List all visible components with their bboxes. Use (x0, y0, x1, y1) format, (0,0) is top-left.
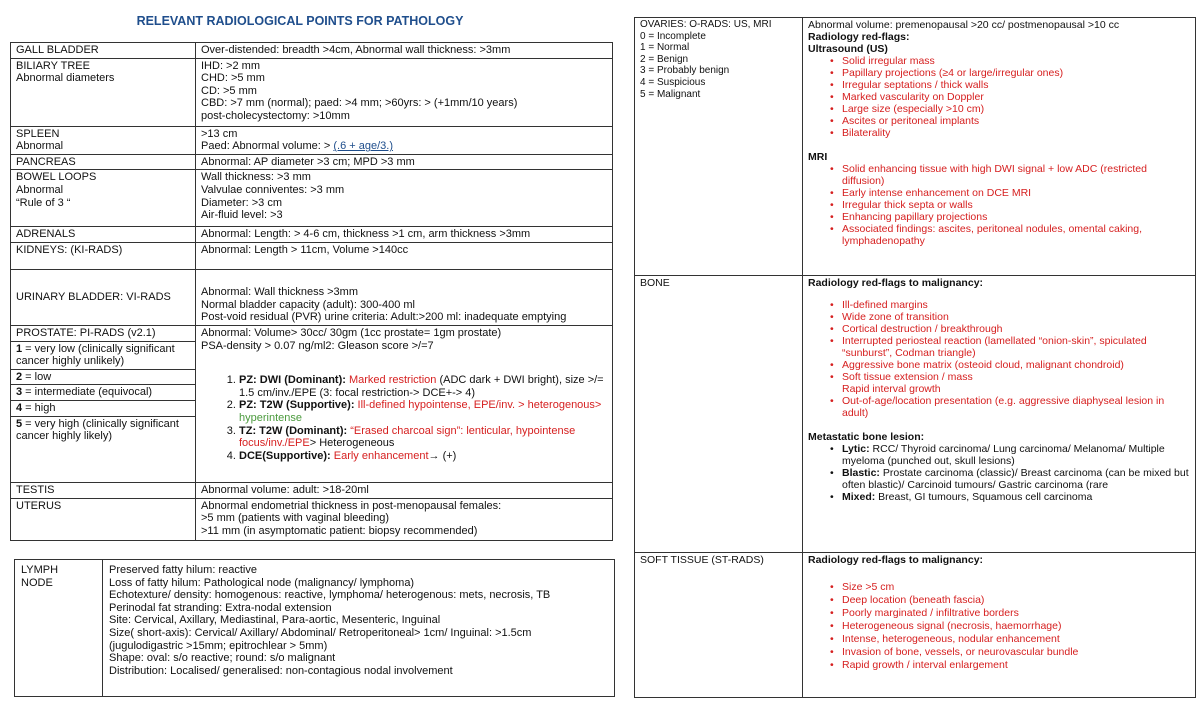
lymph-node-detail (103, 560, 615, 697)
bone-metastatic-heading: Metastatic bone lesion: (808, 431, 925, 443)
table-row (11, 126, 613, 154)
left-table (10, 42, 613, 541)
lymph-line: Perinodal fat stranding: Extra-nodal extension (109, 601, 332, 614)
list-item: 1. PZ: DWI (Dominant): Marked restriction (ADC dark + DWI bright), size >/= 1.5 cm/inv./EPE (3: focal restriction-> DCE+-> 4) (239, 374, 607, 399)
list-item: • Wide zone of transition (808, 311, 1190, 323)
pirads-score: 2 = low (11, 370, 195, 386)
organ-cell: ADRENALS (11, 227, 196, 243)
table-row (11, 269, 613, 325)
table-row (11, 43, 613, 59)
detail-cell (196, 126, 613, 154)
detail-cell: Abnormal: Length > 11cm, Volume >140cc (196, 242, 613, 269)
organ-cell: URINARY BLADDER: VI-RADS (11, 269, 196, 325)
list-item: • Large size (especially >10 cm) (808, 103, 1190, 115)
detail-cell: IHD: >2 mm CHD: >5 mm CD: >5 mm CBD: >7 mm (normal); paed: >4 mm; >60yrs: > (+1mm/10 years) post-cholecystectomy: >10mm (196, 58, 613, 126)
list-item: • Soft tissue extension / mass Rapid interval growth (808, 371, 1190, 395)
lymph-line: Loss of fatty hilum: Pathological node (malignancy/ lymphoma) (109, 576, 415, 589)
right-table (634, 17, 1196, 698)
list-item: 3. TZ: T2W (Dominant): “Erased charcoal sign”: lenticular, hypointense focus/inv./EPE> Heterogeneous (239, 425, 607, 450)
bone-redflags-list (808, 299, 1190, 419)
ovaries-mri-list (808, 163, 1190, 247)
ovaries-us-list (808, 55, 1190, 139)
list-item: • Enhancing papillary projections (808, 211, 1190, 223)
prostate-detail-cell (196, 325, 613, 482)
orads-score: 3 = Probably benign (640, 65, 730, 77)
organ-cell: PANCREAS (11, 154, 196, 170)
list-item: • Bilaterality (808, 127, 1190, 139)
pirads-score: 3 = intermediate (equivocal) (11, 385, 195, 401)
table-row (11, 482, 613, 498)
list-item: • Rapid growth / interval enlargement (808, 659, 1190, 672)
list-item: • Irregular septations / thick walls (808, 79, 1190, 91)
ovaries-mri-heading: MRI (808, 151, 828, 163)
orads-score: 5 = Malignant (640, 88, 701, 100)
list-item: 4. DCE(Supportive): Early enhancement→ (+) (239, 450, 607, 463)
ovaries-us-heading: Ultrasound (US) (808, 43, 888, 55)
list-item: • Aggressive bone matrix (osteoid cloud, malignant chondroid) (808, 359, 1190, 371)
orads-score: 1 = Normal (640, 42, 690, 54)
table-row (11, 498, 613, 540)
orads-score: 4 = Suspicious (640, 76, 706, 88)
detail-cell: Abnormal volume: adult: >18-20ml (196, 482, 613, 498)
lymph-line: Echotexture/ density: homogenous: reactive, lymphoma/ heterogenous: mets, necrosis, TB (109, 589, 551, 602)
table-row (11, 325, 613, 482)
ovaries-label: OVARIES: O-RADS: US, MRI (640, 19, 772, 30)
lymph-line: Site: Cervical, Axillary, Mediastinal, Para-aortic, Mesenteric, Inguinal (109, 614, 441, 627)
soft-tissue-heading: Radiology red-flags to malignancy: (808, 554, 984, 566)
list-item: • Deep location (beneath fascia) (808, 594, 1190, 607)
table-row (11, 58, 613, 126)
lymph-line: Distribution: Localised/ generalised: non-contagious nodal involvement (109, 664, 453, 677)
table-row (15, 560, 615, 697)
detail-cell: Abnormal: Wall thickness >3mm Normal bladder capacity (adult): 300-400 ml Post-void residual (PVR) urine criteria: Adult:>200 ml: inadequate emptying (196, 269, 613, 325)
table-row (11, 154, 613, 170)
list-item: • Associated findings: ascites, peritoneal nodules, omental caking, lymphadenopathy (808, 223, 1190, 247)
table-row (11, 170, 613, 227)
list-item: • Invasion of bone, vessels, or neurovascular bundle (808, 646, 1190, 659)
list-item: • Lytic: RCC/ Thyroid carcinoma/ Lung carcinoma/ Melanoma/ Multiple myeloma (punched out, skull lesions) (808, 443, 1190, 467)
table-row (11, 242, 613, 269)
list-item: • Papillary projections (≥4 or large/irregular ones) (808, 67, 1190, 79)
table-row (635, 276, 1196, 553)
table-row (11, 227, 613, 243)
list-item: • Heterogeneous signal (necrosis, haemorrhage) (808, 620, 1190, 633)
list-item: • Size >5 cm (808, 581, 1190, 594)
bone-metastatic-list (808, 443, 1190, 503)
ovaries-detail-cell (803, 18, 1196, 276)
pirads-criteria-list (201, 374, 607, 462)
prostate-label-cell (11, 325, 196, 482)
ovaries-label-cell (635, 18, 803, 276)
organ-cell: GALL BLADDER (11, 43, 196, 59)
soft-tissue-list (808, 581, 1190, 672)
detail-cell: Abnormal: Length: > 4-6 cm, thickness >1 cm, arm thickness >3mm (196, 227, 613, 243)
list-item: 2. PZ: T2W (Supportive): Ill-defined hypointense, EPE/inv. > heterogenous> hyperintense (239, 399, 607, 424)
list-item: • Marked vascularity on Doppler (808, 91, 1190, 103)
table-row (635, 18, 1196, 276)
list-item: • Intense, heterogeneous, nodular enhancement (808, 633, 1190, 646)
lymph-node-table (14, 559, 615, 697)
lymph-node-label: LYMPH NODE (15, 560, 103, 697)
list-item: • Ascites or peritoneal implants (808, 115, 1190, 127)
organ-cell: TESTIS (11, 482, 196, 498)
list-item: • Blastic: Prostate carcinoma (classic)/ Breast carcinoma (can be mixed but often blastic)/ Carcinoid tumours/ Gastric carcinoma (rare (808, 467, 1190, 491)
orads-score: 0 = Incomplete (640, 30, 706, 42)
table-row (635, 553, 1196, 698)
list-item: • Solid enhancing tissue with high DWI signal + low ADC (restricted diffusion) (808, 163, 1190, 187)
list-item: • Out-of-age/location presentation (e.g. aggressive diaphyseal lesion in adult) (808, 395, 1190, 419)
list-item: • Mixed: Breast, GI tumours, Squamous cell carcinoma (808, 491, 1190, 503)
organ-cell: BOWEL LOOPS Abnormal “Rule of 3 “ (11, 170, 196, 227)
ovaries-redflags-heading: Radiology red-flags: (808, 31, 910, 43)
organ-cell: BILIARY TREE Abnormal diameters (11, 58, 196, 126)
bone-label: BONE (635, 276, 803, 553)
bone-redflags-heading: Radiology red-flags to malignancy: (808, 277, 984, 289)
ovaries-volume: Abnormal volume: premenopausal >20 cc/ postmenopausal >10 cc (808, 19, 1120, 31)
detail-cell: Over-distended: breadth >4cm, Abnormal wall thickness: >3mm (196, 43, 613, 59)
lymph-line: Shape: oval: s/o reactive; round: s/o malignant (109, 652, 336, 665)
prostate-header: PROSTATE: PI-RADS (v2.1) (11, 326, 195, 342)
soft-tissue-label: SOFT TISSUE (ST-RADS) (635, 553, 803, 698)
organ-cell: SPLEEN Abnormal (11, 126, 196, 154)
list-item: • Cortical destruction / breakthrough (808, 323, 1190, 335)
list-item: • Irregular thick septa or walls (808, 199, 1190, 211)
pirads-score: 1 = very low (clinically significant cancer highly unlikely) (11, 342, 195, 370)
list-item: • Poorly marginated / infiltrative borders (808, 607, 1190, 620)
prostate-volume: Abnormal: Volume> 30cc/ 30gm (1cc prostate= 1gm prostate) (201, 326, 502, 339)
pirads-score: 4 = high (11, 401, 195, 417)
detail-cell: Abnormal: AP diameter >3 cm; MPD >3 mm (196, 154, 613, 170)
soft-tissue-detail-cell (803, 553, 1196, 698)
bone-detail-cell (803, 276, 1196, 553)
lymph-line: Preserved fatty hilum: reactive (109, 564, 257, 576)
pirads-score: 5 = very high (clinically significant cancer highly likely) (16, 417, 179, 443)
detail-cell: Wall thickness: >3 mm Valvulae conniventes: >3 mm Diameter: >3 cm Air-fluid level: >3 (196, 170, 613, 227)
organ-cell: UTERUS (11, 498, 196, 540)
spleen-formula-link[interactable]: (.6 + age/3.) (333, 140, 394, 153)
prostate-psa: PSA-density > 0.07 ng/ml2: Gleason score >/=7 (201, 339, 434, 352)
list-item: • Early intense enhancement on DCE MRI (808, 187, 1190, 199)
detail-cell: Abnormal endometrial thickness in post-menopausal females: >5 mm (patients with vaginal bleeding) >11 mm (in asymptomatic patient: biopsy recommended) (196, 498, 613, 540)
lymph-line: Size( short-axis): Cervical/ Axillary/ Abdominal/ Retroperitoneal> 1cm/ Inguinal: >1.5cm (jugulodigastric >15mm; epitrochlear > 5mm) (109, 626, 532, 652)
organ-cell: KIDNEYS: (KI-RADS) (11, 242, 196, 269)
list-item: • Interrupted periosteal reaction (lamellated “onion-skin”, spiculated “sunburst”, Codman triangle) (808, 335, 1190, 359)
spleen-paed: Paed: Abnormal volume: > (.6 + age/3.) (201, 140, 394, 153)
orads-score: 2 = Benign (640, 53, 689, 65)
list-item: • Solid irregular mass (808, 55, 1190, 67)
list-item: • Ill-defined margins (808, 299, 1190, 311)
page-title: RELEVANT RADIOLOGICAL POINTS FOR PATHOLOGY (136, 14, 464, 28)
spleen-size: >13 cm (201, 127, 238, 140)
